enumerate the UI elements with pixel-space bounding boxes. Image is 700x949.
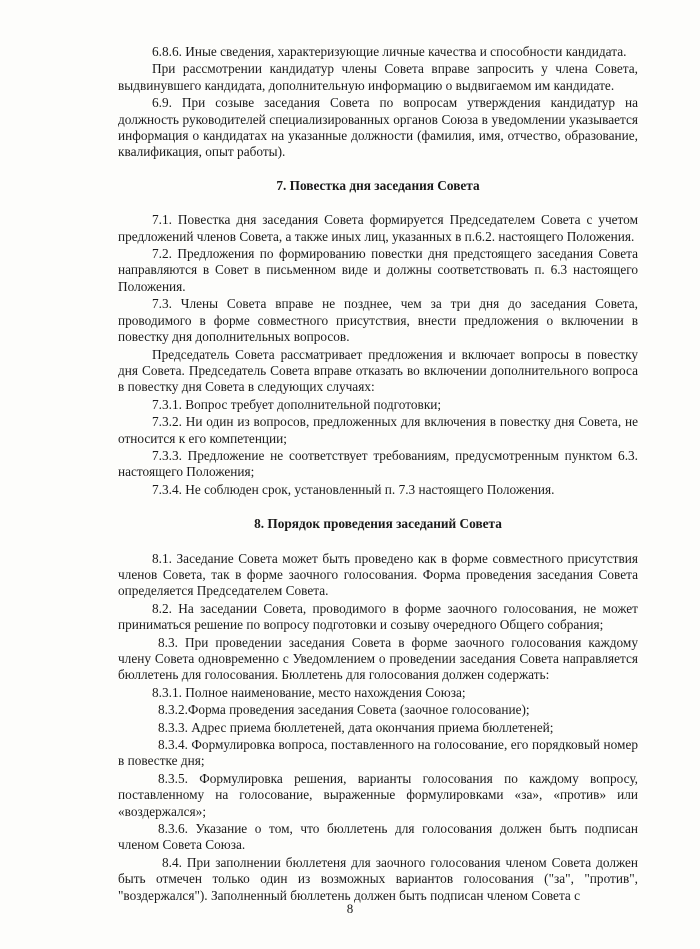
paragraph: 7.3.1. Вопрос требует дополнительной подготовки;: [152, 396, 442, 412]
paragraph: 8.3.6. Указание о том, что бюллетень для голосования должен быть подписан членом Совета Союза.: [118, 821, 638, 853]
paragraph: 8.4. При заполнении бюллетеня для заочного голосования членом Совета должен быть отмечен только один из возможных вариантов голосования ("за", "против", "воздержался"). Заполненный бюллетень должен быть подписан членом Совета с: [118, 854, 638, 903]
paragraph: 8.2. На заседании Совета, проводимого в форме заочного голосования, не может приниматься решение по вопросу подготовки и созыву очередного Общего собрания;: [118, 600, 638, 633]
section-heading: 7. Повестка дня заседания Совета: [276, 177, 480, 193]
paragraph: 8.3.2.Форма проведения заседания Совета (заочное голосование);: [158, 702, 530, 718]
page-number: 8: [346, 901, 354, 916]
paragraph: 8.3. При проведении заседания Совета в форме заочного голосования каждому члену Совета одновременно с Уведомлением о проведении заседания Совета направляется бюллетень для голосования. Бюллетень для голосования должен содержать:: [118, 634, 638, 683]
paragraph: 7.3.3. Предложение не соответствует требованиям, предусмотренным пунктом 6.3. настоящего Положения;: [118, 447, 638, 480]
paragraph: 7.2. Предложения по формированию повестки дня предстоящего заседания Совета направляются в Совет в письменном виде и должны соответствовать п. 6.3 настоящего Положения.: [118, 246, 638, 294]
paragraph: 7.1. Повестка дня заседания Совета формируется Председателем Совета с учетом предложений членов Совета, а также иных лиц, указанных в п.6.2. настоящего Положения.: [118, 212, 638, 244]
paragraph: 6.8.6. Иные сведения, характеризующие личные качества и способности кандидата.: [152, 44, 627, 59]
paragraph: 8.3.5. Формулировка решения, варианты голосования по каждому вопросу, поставленному на голосование, выраженные формулировками «за», «против» или «воздержался»;: [118, 770, 638, 819]
paragraph: 8.1. Заседание Совета может быть проведено как в форме совместного присутствия членов Совета, так в форме заочного голосования. Форма проведения заседания Совета определяется Председателем Совета.: [118, 550, 638, 599]
paragraph: 6.9. При созыве заседания Совета по вопросам утверждения кандидатур на должность руководителей специализированных органов Союза в уведомлении указывается информация о кандидатах на указанные должности (фамилия, имя, отчество, образование, квалификация, опыт работы).: [118, 95, 638, 160]
paragraph: 8.3.4. Формулировка вопроса, поставленного на голосование, его порядковый номер в повестке дня;: [118, 737, 638, 769]
section-heading: 8. Порядок проведения заседаний Совета: [254, 516, 502, 532]
document-body: [118, 44, 638, 904]
paragraph: 8.3.3. Адрес приема бюллетеней, дата окончания приема бюллетеней;: [158, 719, 554, 735]
paragraph: 8.3.1. Полное наименование, место нахождения Союза;: [152, 684, 466, 700]
paragraph: При рассмотрении кандидатур члены Совета вправе запросить у члена Совета, выдвинувшего кандидата, дополнительную информацию о выдвигаемом им кандидате.: [118, 61, 638, 93]
paragraph: 7.3.4. Не соблюден срок, установленный п. 7.3 настоящего Положения.: [152, 481, 555, 497]
paragraph: 7.3. Члены Совета вправе не позднее, чем за три дня до заседания Совета, проводимого в форме совместного присутствия, внести предложения о включении в повестку дня дополнительных вопросов.: [118, 296, 638, 345]
paragraph: 7.3.2. Ни один из вопросов, предложенных для включения в повестку дня Совета, не относится к его компетенции;: [118, 414, 638, 446]
paragraph: Председатель Совета рассматривает предложения и включает вопросы в повестку дня Совета. Председатель Совета вправе отказать во включении дополнительного вопроса в повестку дня Совета в следующих случаях:: [118, 346, 638, 395]
